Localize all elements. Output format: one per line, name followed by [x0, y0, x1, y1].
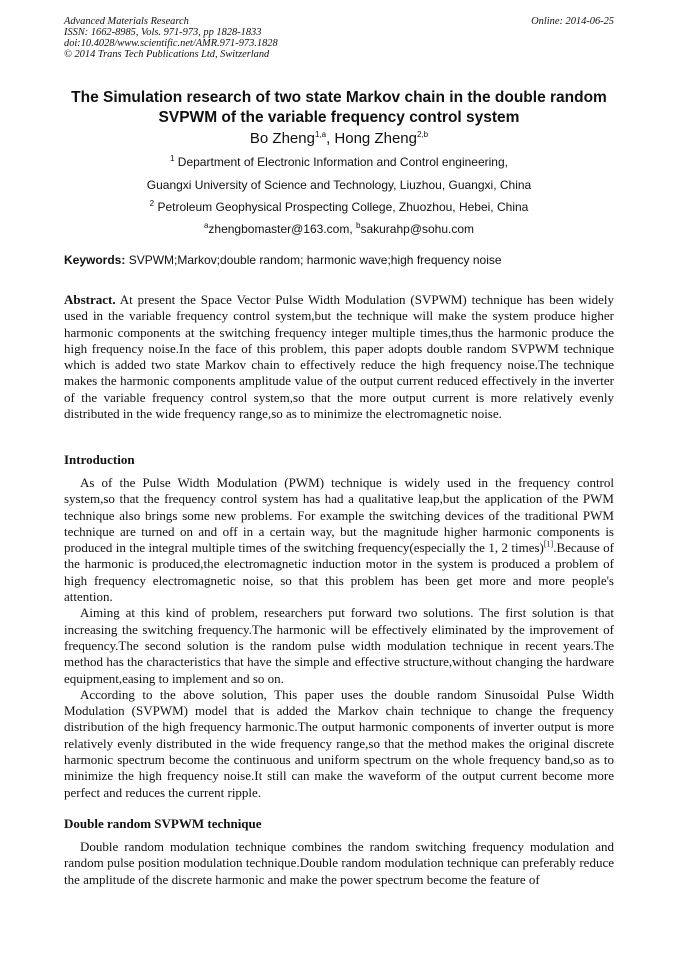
author-list	[0, 130, 678, 148]
intro-p1-text-a: As of the Pulse Width Modulation (PWM) technique is widely used in the frequency control system,so that the frequency control system has had a qualitative leap,but the application of the PWM technique also brings some new problems. For example the switching devices of the traditional PWM technique are turned on and off in a certain way, but the magnitude higher harmonic components is produced in the integral multiple times of the switching frequency(especially the 1, 2 times)	[64, 475, 614, 556]
abstract-label: Abstract.	[64, 292, 116, 307]
affiliation-1-text: Department of Electronic Information and Control engineering,	[177, 155, 508, 169]
intro-paragraph-1	[64, 475, 614, 605]
paper-title	[40, 88, 638, 128]
journal-header	[64, 16, 614, 60]
abstract-text: At present the Space Vector Pulse Width Modulation (SVPWM) technique has been widely used in the variable frequency control system,but the technique will make the system produce higher harmonic components at the switching frequency integer multiple times,thus the harmonic produce the high frequency noise.In the face of this problem, this paper adopts double random SVPWM technique which is added two state Markov chain to effectively reduce the high frequency noise.The technique makes the harmonic components amplitude value of the output current reduced effectively in the inverter of the variable frequency control system,so that the more output current is more relatively evenly distributed in the wide frequency range,so as to minimize the electromagnetic noise.	[64, 292, 614, 422]
author-2-sup: 2,b	[416, 130, 429, 139]
affiliation-1-line-2: Guangxi University of Science and Technology, Liuzhou, Guangxi, China	[146, 178, 532, 192]
author-separator: ,	[326, 130, 335, 147]
email-a-sup: a	[203, 221, 209, 230]
author-1-sup: 1,a	[314, 130, 327, 139]
issn: ISSN: 1662-8985, Vols. 971-973, pp 1828-1833	[64, 27, 262, 38]
email-b: sakurahp@sohu.com	[360, 222, 475, 236]
author-1: Bo Zheng	[249, 130, 315, 147]
online-date: Online: 2014-06-25	[531, 16, 614, 27]
introduction-body	[64, 475, 614, 801]
affiliation-1-line-1	[0, 155, 678, 169]
email-a: zhengbomaster@163.com,	[208, 222, 356, 236]
title-line-1: The Simulation research of two state Markov chain in the double random	[71, 89, 607, 106]
abstract	[64, 292, 614, 422]
affiliation-2	[0, 200, 678, 214]
doi: doi:10.4028/www.scientific.net/AMR.971-973.1828	[64, 38, 278, 49]
intro-paragraph-2: Aiming at this kind of problem, researchers put forward two solutions. The first solution is that increasing the switching frequency.The harmonic will be effectively eliminated by the improvement of frequency.The second solution is the random pulse width modulation technique in recent years.The method has the characteristics that have the simple and effective structure,without changing the hardware equipment,easing to implement and so on.	[64, 605, 614, 686]
intro-paragraph-3: According to the above solution, This paper uses the double random Sinusoidal Pulse Width Modulation (SVPWM) model that is added the Markov chain technique to change the frequency distribution of the high frequency harmonic.The output harmonic components of inverter output is more relatively evenly distributed in the wide frequency range,so that the method makes the original discrete harmonic spectrum become the continuous and uniform spectrum on the whole frequency band,so as to minimize the high frequency noise.It still can make the waveform of the output current become more perfect and reduces the current ripple.	[64, 686, 614, 800]
keywords-text: SVPWM;Markov;double random; harmonic wave;high frequency noise	[125, 253, 502, 267]
citation-ref: [1]	[543, 539, 554, 549]
keywords-label: Keywords:	[64, 253, 126, 267]
affiliation-1-sup: 1	[170, 154, 175, 163]
intro-p1-text-b: .Because of the harmonic is produced,the electromagnetic induction motor in the system is produced a problem of high frequency electromagnetic noise, so that this problem has been get more and more people's attention.	[64, 540, 614, 605]
email-b-sup: b	[356, 221, 361, 230]
title-line-2: SVPWM of the variable frequency control system	[158, 109, 520, 126]
affiliation-2-sup: 2	[149, 199, 155, 208]
keywords	[64, 253, 614, 268]
section-2-paragraph-1: Double random modulation technique combines the random switching frequency modulation and random pulse position modulation technique.Double random modulation technique can preferably reduce the amplitude of the discrete harmonic and make the power spectrum become the feature of	[64, 839, 614, 887]
section-2-heading: Double random SVPWM technique	[64, 816, 262, 831]
journal-name: Advanced Materials Research	[64, 16, 189, 27]
introduction-heading: Introduction	[64, 452, 135, 467]
section-2-body	[64, 839, 614, 888]
copyright: © 2014 Trans Tech Publications Ltd, Switzerland	[64, 49, 270, 60]
author-2: Hong Zheng	[334, 130, 417, 147]
author-emails	[0, 222, 678, 236]
affiliation-2-text: Petroleum Geophysical Prospecting College, Zhuozhou, Hebei, China	[157, 200, 529, 214]
